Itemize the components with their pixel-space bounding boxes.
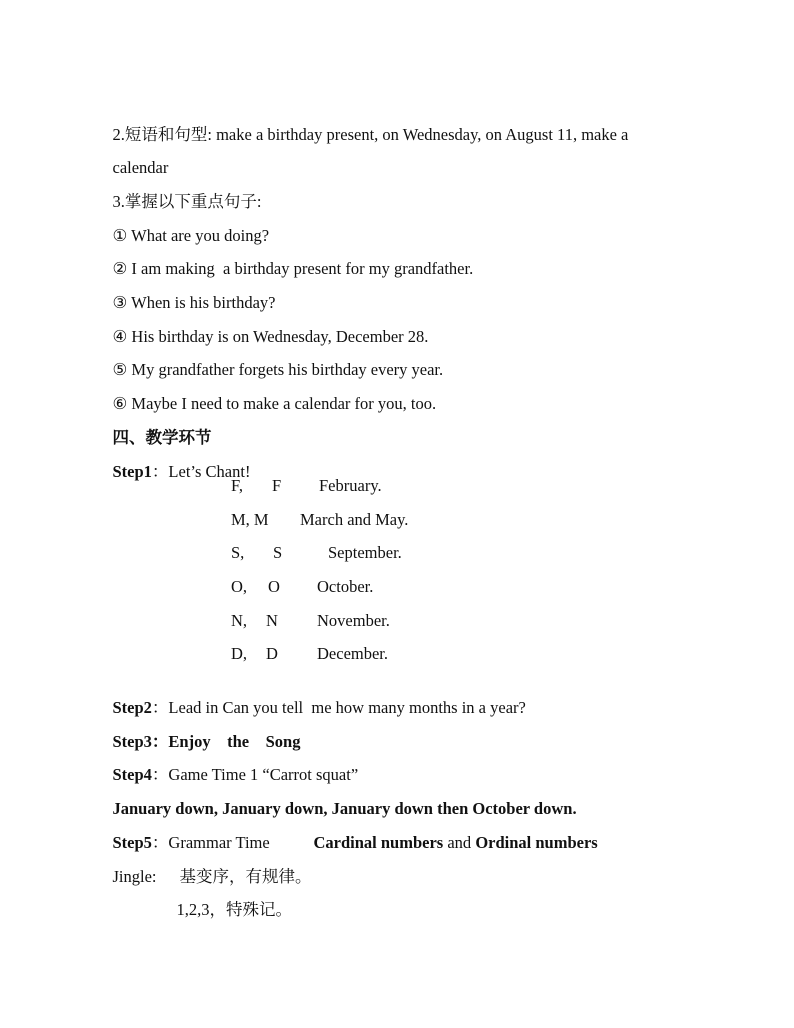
- chant-letter-a: N,: [231, 611, 248, 630]
- phrases-text-continued: calendar: [112, 158, 169, 177]
- step4-text: Game Time 1 “Carrot squat”: [168, 765, 359, 784]
- chant-letter-a: F,: [231, 476, 243, 495]
- chant-month: February.: [319, 476, 382, 495]
- key-sentences-heading-text: 3.掌握以下重点句子:: [112, 192, 262, 211]
- step2-sep: ：: [151, 698, 169, 717]
- chant-letter-b: F: [272, 476, 282, 495]
- sentence-text: ① What are you doing?: [112, 226, 270, 245]
- sentence-text: ④ His birthday is on Wednesday, December 28.: [112, 327, 429, 346]
- chant-month: October.: [317, 577, 374, 596]
- step1-line: [96, 442, 250, 502]
- jingle-text: 1,2,3，特殊记。: [176, 900, 292, 919]
- teaching-steps-heading-text: 四、教学环节: [112, 428, 212, 447]
- step3-sep: ：: [151, 732, 169, 751]
- sentence-text: ② I am making a birthday present for my grandfather.: [112, 259, 474, 278]
- jingle-line-2: [160, 880, 292, 940]
- step1-text: Let’s Chant!: [168, 462, 251, 481]
- chant-letter-a: O,: [231, 577, 248, 596]
- step4-sep: ：: [151, 765, 169, 784]
- phrases-line: [96, 105, 628, 165]
- chant-letter-a: M, M: [231, 510, 269, 529]
- ordinal-numbers-term: Ordinal numbers: [475, 833, 598, 852]
- chant-letter-b: N: [266, 611, 278, 630]
- and-text: and: [443, 833, 476, 852]
- step3-text: Enjoy the Song: [168, 732, 301, 751]
- step3-label: Step3: [112, 732, 152, 751]
- chant-month: December.: [317, 644, 389, 663]
- step5-sep: ：: [151, 833, 169, 852]
- chant-month: March and May.: [300, 510, 409, 529]
- chant-letter-b: S: [273, 543, 283, 562]
- sentence-text: ③ When is his birthday?: [112, 293, 276, 312]
- step2-label: Step2: [112, 698, 152, 717]
- carrot-squat-text: January down, January down, January down then October down.: [112, 799, 577, 818]
- sentence-text: ⑥ Maybe I need to make a calendar for you, too.: [112, 394, 437, 413]
- cardinal-numbers-term: Cardinal numbers: [313, 833, 444, 852]
- jingle-label-text: Jingle:: [112, 867, 157, 886]
- chant-letter-a: S,: [231, 543, 245, 562]
- chant-month: September.: [328, 543, 402, 562]
- step2-text: Lead in Can you tell me how many months in a year?: [168, 698, 526, 717]
- step5-label: Step5: [112, 833, 152, 852]
- step5-text: Grammar Time: [168, 833, 270, 852]
- step4-label: Step4: [112, 765, 152, 784]
- jingle-label: [96, 847, 157, 907]
- chant-letter-a: D,: [231, 644, 248, 663]
- chant-letter-b: O: [268, 577, 280, 596]
- sentence-text: ⑤ My grandfather forgets his birthday every year.: [112, 360, 444, 379]
- phrases-text: 2.短语和句型: make a birthday present, on Wednesday, on August 11, make a: [112, 125, 629, 144]
- step1-label: Step1: [112, 462, 152, 481]
- step5-terms: [297, 813, 598, 873]
- step1-sep: ：: [151, 462, 169, 481]
- chant-month: November.: [317, 611, 390, 630]
- chant-letter-b: D: [266, 644, 278, 663]
- jingle-text: 基变序，有规律。: [179, 867, 312, 886]
